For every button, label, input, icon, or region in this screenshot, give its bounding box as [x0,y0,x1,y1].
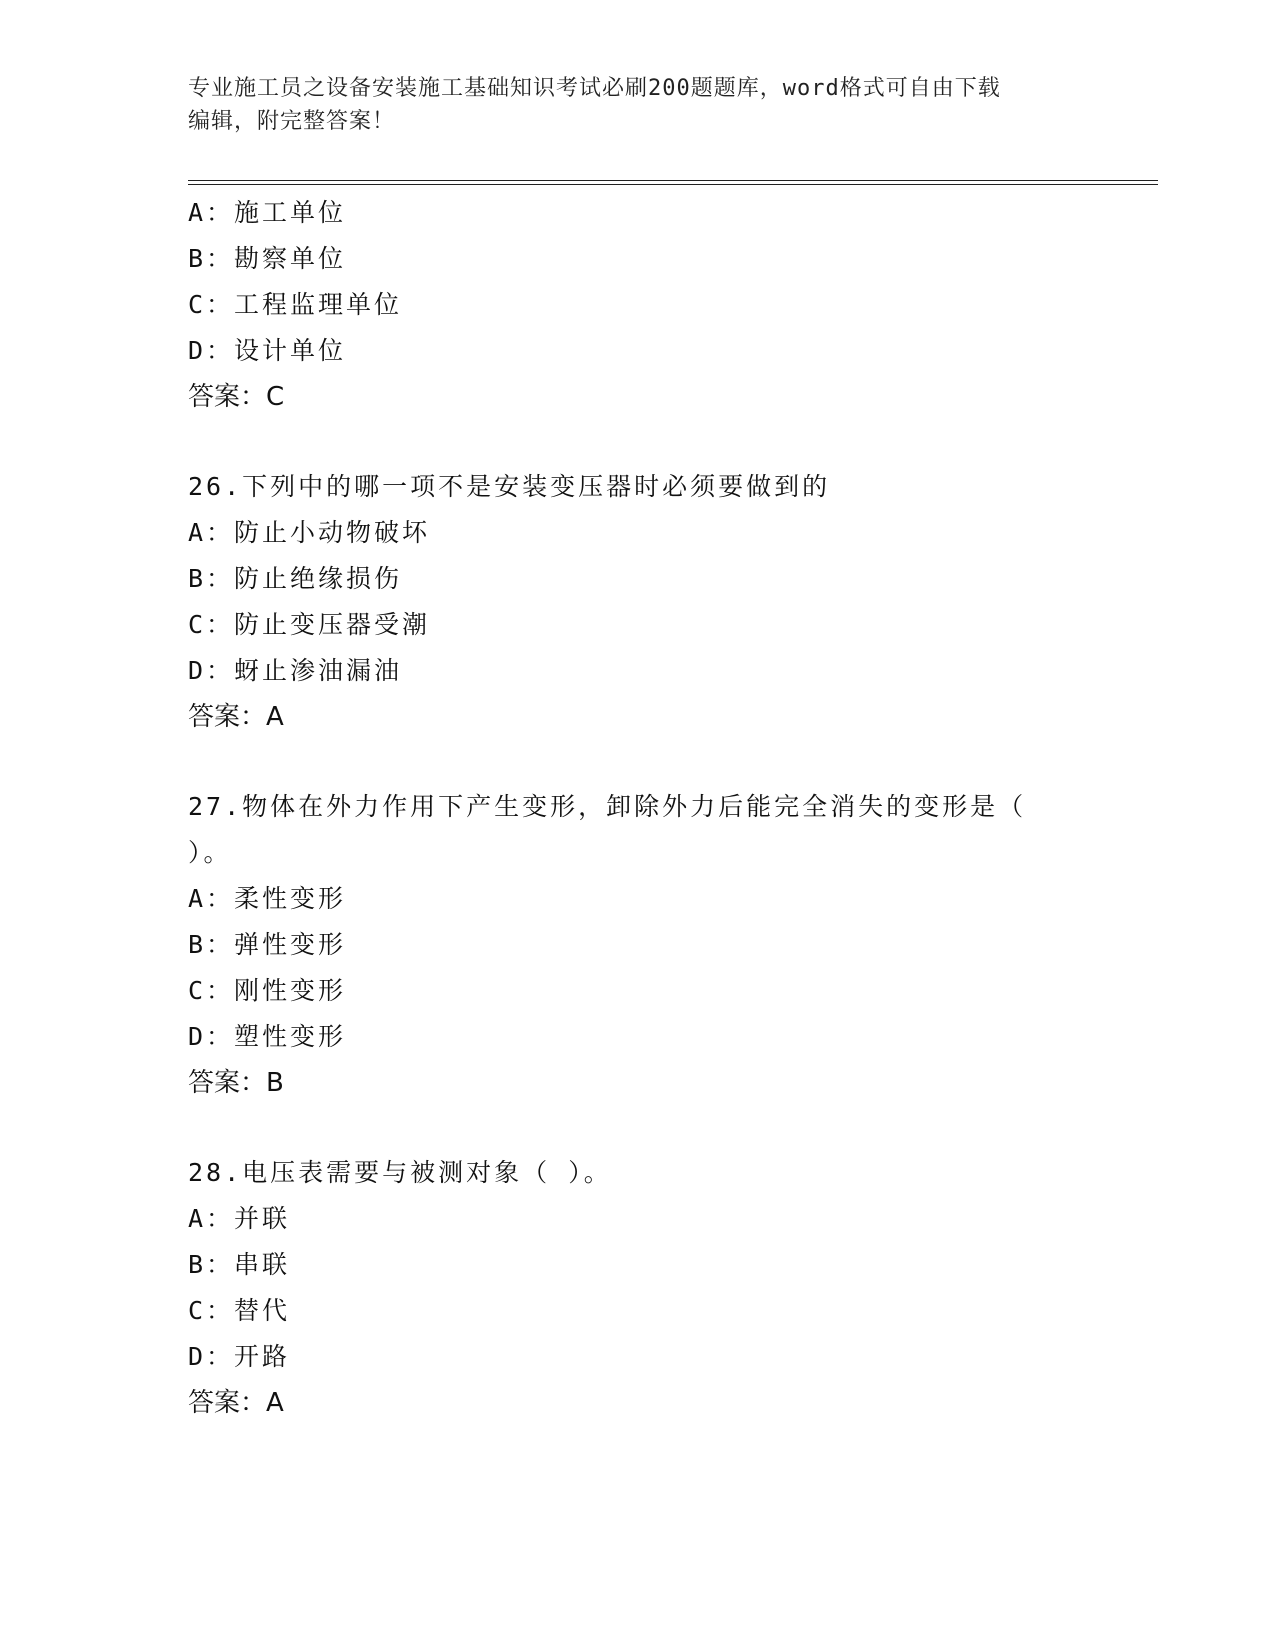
option-c: C：刚性变形 [188,976,347,1005]
option-a: A：施工单位 [188,198,347,227]
option-c: C：防止变压器受潮 [188,610,431,639]
header-divider-top [188,180,1158,181]
question-block [188,190,1088,420]
answer-line: 答案：C [188,382,285,412]
option-a: A：柔性变形 [188,884,347,913]
header-line-1: 专业施工员之设备安装施工基础知识考试必刷200题题库，word格式可自由下载 [188,76,1001,101]
option-c: C：工程监理单位 [188,290,403,319]
option-b: B：防止绝缘损伤 [188,564,403,593]
option-d: D：蚜止渗油漏油 [188,656,403,685]
option-a: A：防止小动物破坏 [188,518,431,547]
question-list [188,190,1088,1426]
document-header [188,72,1088,138]
option-b: B：串联 [188,1250,291,1279]
question-block [188,464,1088,740]
question-block [188,1150,1088,1426]
option-b: B：勘察单位 [188,244,347,273]
header-line-2: 编辑，附完整答案！ [188,109,396,134]
option-d: D：塑性变形 [188,1022,347,1051]
question-stem: 26.下列中的哪一项不是安装变压器时必须要做到的 [188,472,831,501]
answer-line: 答案：A [188,702,284,732]
answer-line: 答案：A [188,1388,284,1418]
option-d: D：开路 [188,1342,291,1371]
option-b: B：弹性变形 [188,930,347,959]
option-a: A：并联 [188,1204,291,1233]
option-d: D：设计单位 [188,336,347,365]
option-c: C：替代 [188,1296,291,1325]
question-block [188,784,1088,1106]
header-divider-bottom [188,184,1158,185]
answer-line: 答案：B [188,1068,284,1098]
question-stem: 28.电压表需要与被测对象（ ）。 [188,1158,612,1187]
question-stem: 27.物体在外力作用下产生变形，卸除外力后能完全消失的变形是（ [188,792,1027,821]
question-stem-continued: ）。 [188,838,232,867]
